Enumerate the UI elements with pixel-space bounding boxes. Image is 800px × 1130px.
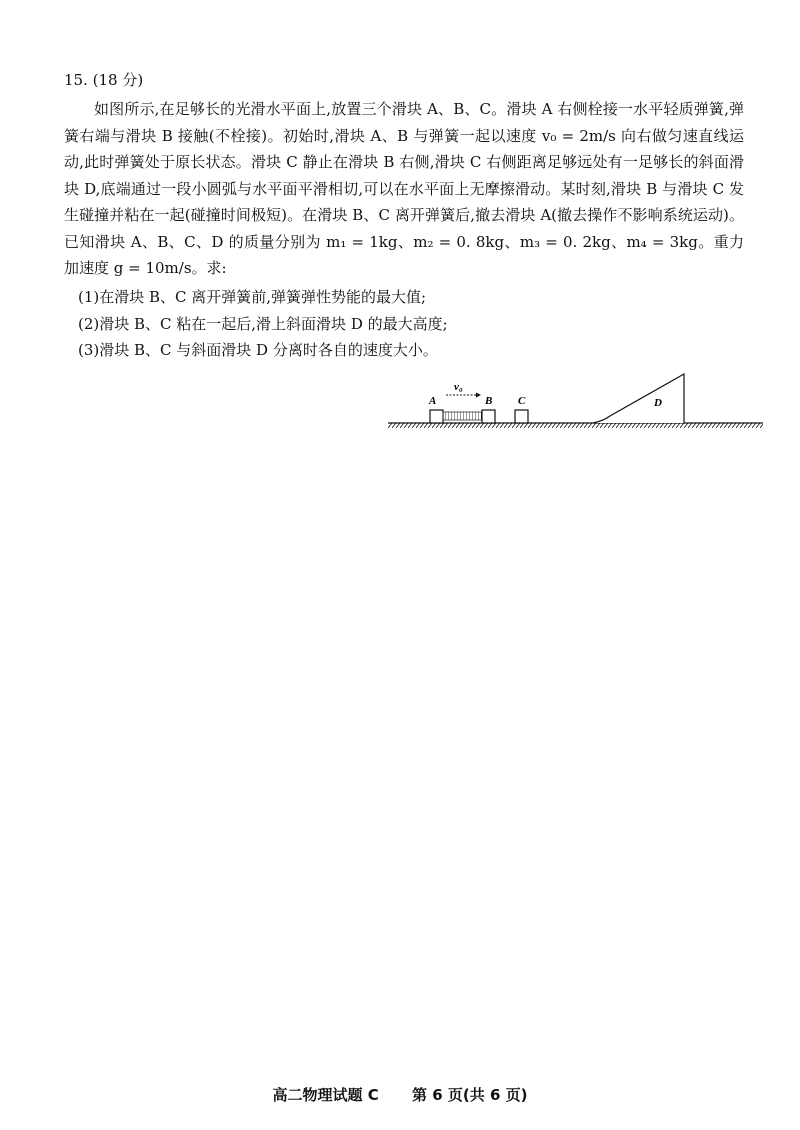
page-footer bbox=[0, 1084, 800, 1105]
label-c: C bbox=[518, 395, 526, 407]
sub-question-3: (3)滑块 B、C 与斜面滑块 D 分离时各自的速度大小。 bbox=[78, 341, 438, 359]
velocity-arrow-head bbox=[476, 393, 481, 398]
ground-hatch bbox=[388, 423, 763, 428]
question-header: 15. (18 分) bbox=[64, 71, 144, 89]
slope-d bbox=[593, 374, 684, 423]
spring bbox=[443, 412, 482, 420]
block-b bbox=[482, 410, 495, 423]
block-c bbox=[515, 410, 528, 423]
question-body: 如图所示,在足够长的光滑水平面上,放置三个滑块 A、B、C。滑块 A 右侧栓接一水平轻质弹簧,弹簧右端与滑块 B 接触(不栓接)。初始时,滑块 A、B 与弹簧一起以速度 v₀ = 2m/s 向右做匀速直线运动,此时弹簧处于原长状态。滑块 C 静止在滑块 B 右侧,滑块 C 右侧距离足够远处有一足够长的斜面滑块 D,底端通过一段小圆弧与水平面平滑相切,可以在水平面上无摩擦滑动。某时刻,滑块 B 与滑块 C 发生碰撞并粘在一起(碰撞时间极短)。在滑块 B、C 离开弹簧后,撤去滑块 A(撤去操作不影响系统运动)。已知滑块 A、B、C、D 的质量分别为 m₁ = 1kg、m₂ = 0. 8kg、m₃ = 0. 2kg、m₄ = 3kg。重力加速度 g = 10m/s。求: bbox=[64, 100, 745, 277]
footer-page: 第 6 页(共 6 页) bbox=[411, 1086, 528, 1104]
label-b: B bbox=[485, 395, 493, 407]
label-d: D bbox=[654, 397, 662, 409]
sub-question-2: (2)滑块 B、C 粘在一起后,滑上斜面滑块 D 的最大高度; bbox=[78, 314, 448, 333]
sub-questions bbox=[78, 284, 448, 364]
footer-subject: 高二物理试题 C bbox=[272, 1086, 379, 1104]
velocity-label: v₀ bbox=[454, 381, 463, 393]
sub-question-1: (1)在滑块 B、C 离开弹簧前,弹簧弹性势能的最大值; bbox=[78, 288, 427, 306]
label-a: A bbox=[429, 395, 437, 407]
block-a bbox=[430, 410, 443, 423]
physics-figure bbox=[388, 368, 763, 434]
